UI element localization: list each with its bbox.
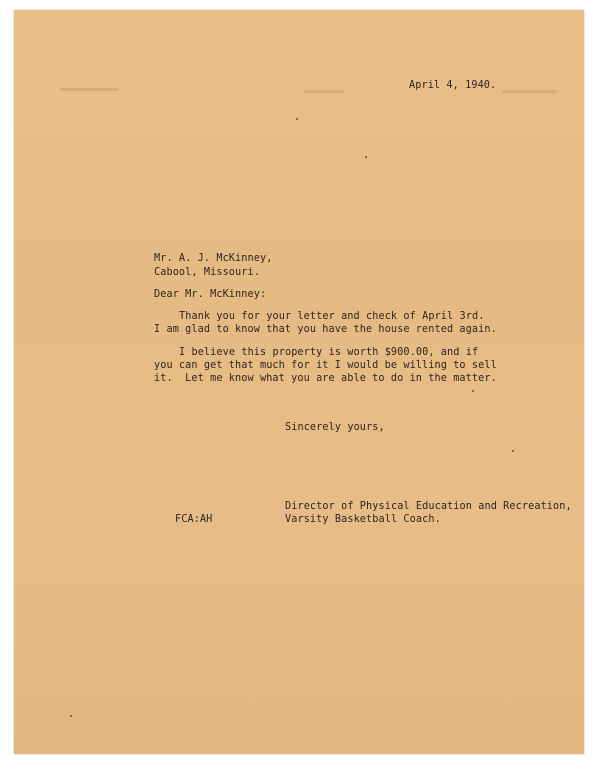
typist-initials: FCA:AH [175,514,213,525]
letter-date: April 4, 1940. [409,80,497,91]
bleed-through-mark [502,90,557,93]
paper-speck [70,715,72,717]
paper-speck [512,450,514,452]
paragraph-line: it. Let me know what you are able to do in the matter. [154,373,497,384]
paragraph-line: Thank you for your letter and check of April 3rd. [179,311,485,322]
signature-title: Director of Physical Education and Recreation, [285,501,572,512]
signature-title: Varsity Basketball Coach. [285,514,441,525]
closing: Sincerely yours, [285,422,385,433]
paragraph-line: I am glad to know that you have the house rented again. [154,324,497,335]
paragraph-line: I believe this property is worth $900.00, and if [179,347,479,358]
salutation: Dear Mr. McKinney: [154,289,267,300]
recipient-name: Mr. A. J. McKinney, [154,253,273,264]
paper-speck [296,118,298,120]
recipient-location: Cabool, Missouri. [154,267,260,278]
letter-page [14,10,584,754]
bleed-through-mark [60,88,118,91]
bleed-through-mark [304,90,344,93]
paragraph-line: you can get that much for it I would be willing to sell [154,360,497,371]
paper-speck [365,156,367,158]
paper-speck [472,390,474,392]
